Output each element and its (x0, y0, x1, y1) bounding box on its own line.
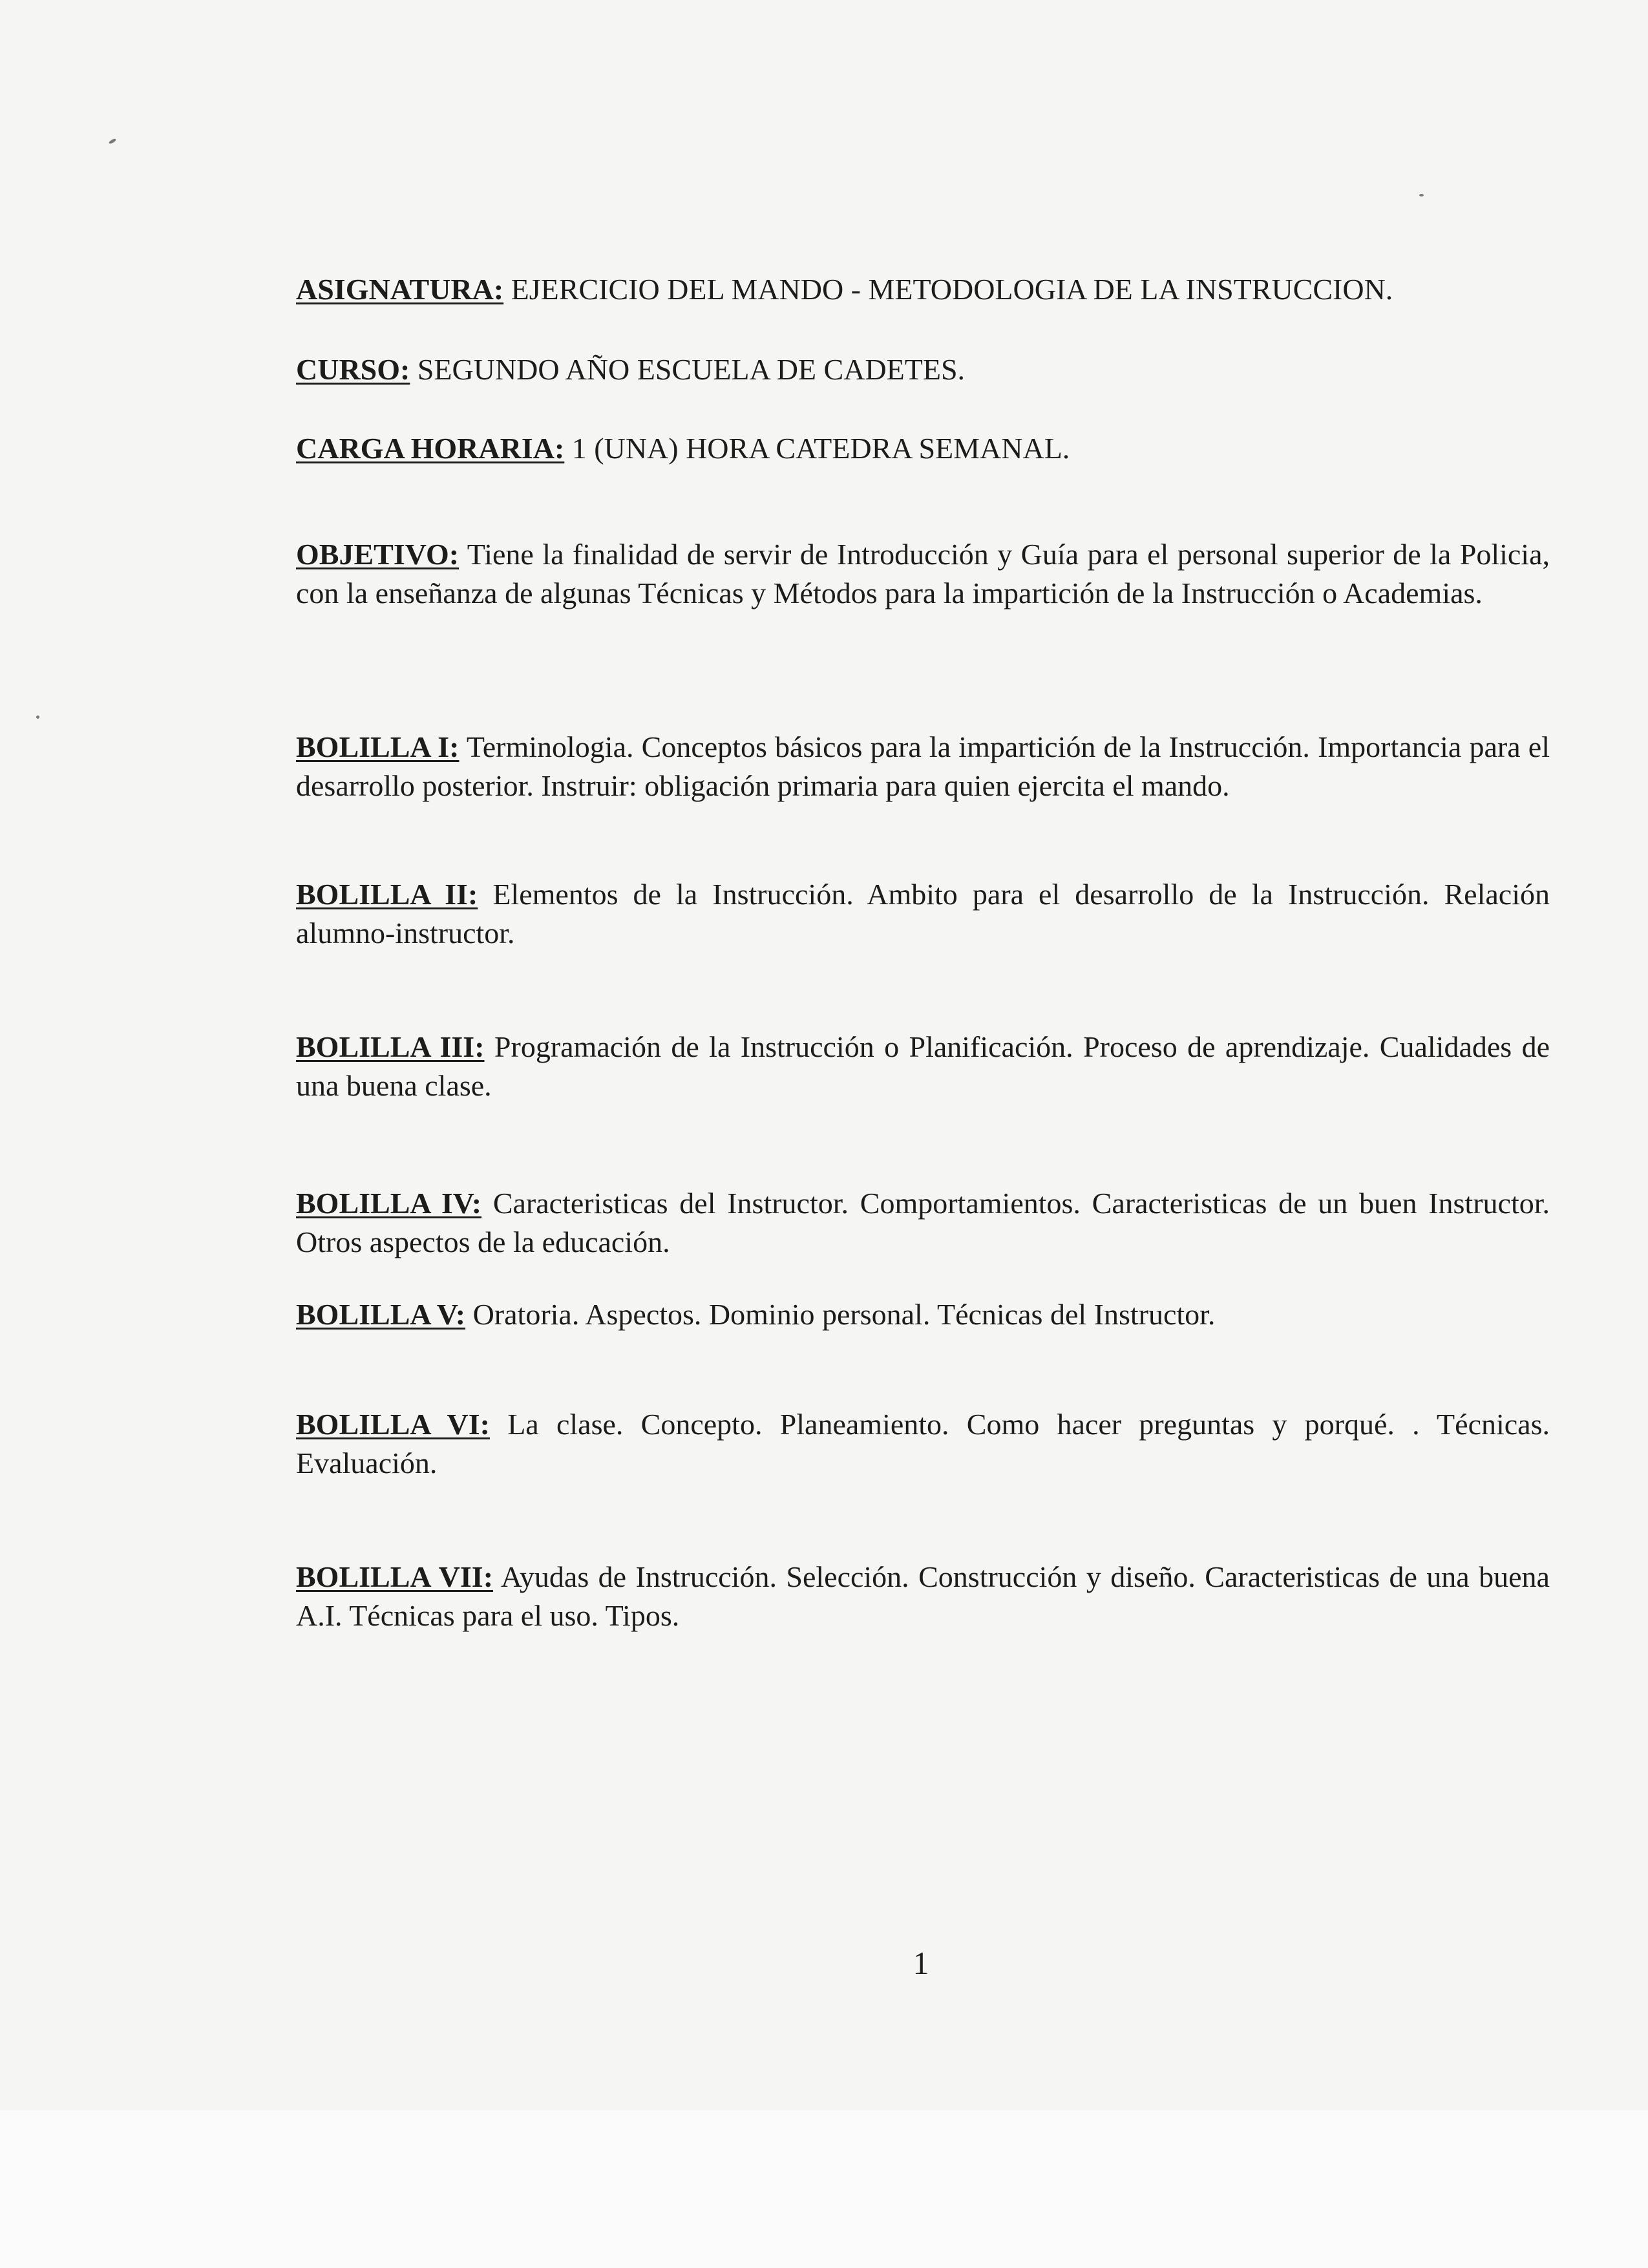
bolilla-paragraph (296, 1405, 1550, 1483)
bolilla-text: Elementos de la Instrucción. Ambito para el desarrollo de la Instrucción. Relación alumno-instructor. (296, 878, 1550, 949)
carga-horaria-line (296, 429, 1070, 468)
bolilla-paragraph (296, 875, 1550, 953)
objetivo-text: Tiene la finalidad de servir de Introducción y Guía para el personal superior de la Policia, con la enseñanza de algunas Técnicas y Métodos para la impartición de la Instrucción o Academias. (296, 538, 1550, 609)
bolilla-paragraph (296, 1295, 1550, 1334)
asignatura-value: EJERCICIO DEL MANDO - METODOLOGIA DE LA INSTRUCCION. (511, 273, 1393, 306)
page-number: 1 (913, 1945, 929, 1981)
bolilla-text: Oratoria. Aspectos. Dominio personal. Técnicas del Instructor. (472, 1298, 1216, 1331)
bolilla-label: BOLILLA VII: (296, 1560, 494, 1593)
bolilla-text: Programación de la Instrucción o Planificación. Proceso de aprendizaje. Cualidades de una buena clase. (296, 1030, 1550, 1102)
bolilla-text: Ayudas de Instrucción. Selección. Construcción y diseño. Caracteristicas de una buena A.I. Técnicas para el uso. Tipos. (296, 1560, 1550, 1632)
scan-margin (0, 2110, 1648, 2268)
carga-horaria-label: CARGA HORARIA: (296, 432, 565, 465)
scan-speck (1419, 194, 1424, 196)
bolilla-paragraph (296, 1558, 1550, 1635)
carga-horaria-value: 1 (UNA) HORA CATEDRA SEMANAL. (571, 432, 1070, 465)
scan-speck (36, 715, 39, 719)
curso-line (296, 350, 965, 389)
objetivo-paragraph (296, 535, 1550, 613)
objetivo-label: OBJETIVO: (296, 538, 460, 571)
curso-value: SEGUNDO AÑO ESCUELA DE CADETES. (417, 353, 966, 386)
curso-label: CURSO: (296, 353, 410, 386)
bolilla-label: BOLILLA II: (296, 878, 478, 911)
bolilla-paragraph (296, 728, 1550, 805)
bolilla-label: BOLILLA III: (296, 1030, 485, 1063)
asignatura-line (296, 270, 1393, 309)
bolilla-label: BOLILLA IV: (296, 1187, 482, 1220)
bolilla-text: La clase. Concepto. Planeamiento. Como hacer preguntas y porqué. . Técnicas. Evaluación. (296, 1408, 1550, 1479)
bolilla-text: Caracteristicas del Instructor. Comportamientos. Caracteristicas de un buen Instructor. Otros aspectos de la educación. (296, 1187, 1550, 1258)
bolilla-paragraph (296, 1184, 1550, 1262)
bolilla-paragraph (296, 1028, 1550, 1105)
bolilla-label: BOLILLA VI: (296, 1408, 490, 1441)
bolilla-text: Terminologia. Conceptos básicos para la impartición de la Instrucción. Importancia para el desarrollo posterior. Instruir: obligación primaria para quien ejercita el mando. (296, 730, 1550, 802)
bolilla-label: BOLILLA V: (296, 1298, 466, 1331)
asignatura-label: ASIGNATURA: (296, 273, 504, 306)
bolilla-label: BOLILLA I: (296, 730, 460, 763)
